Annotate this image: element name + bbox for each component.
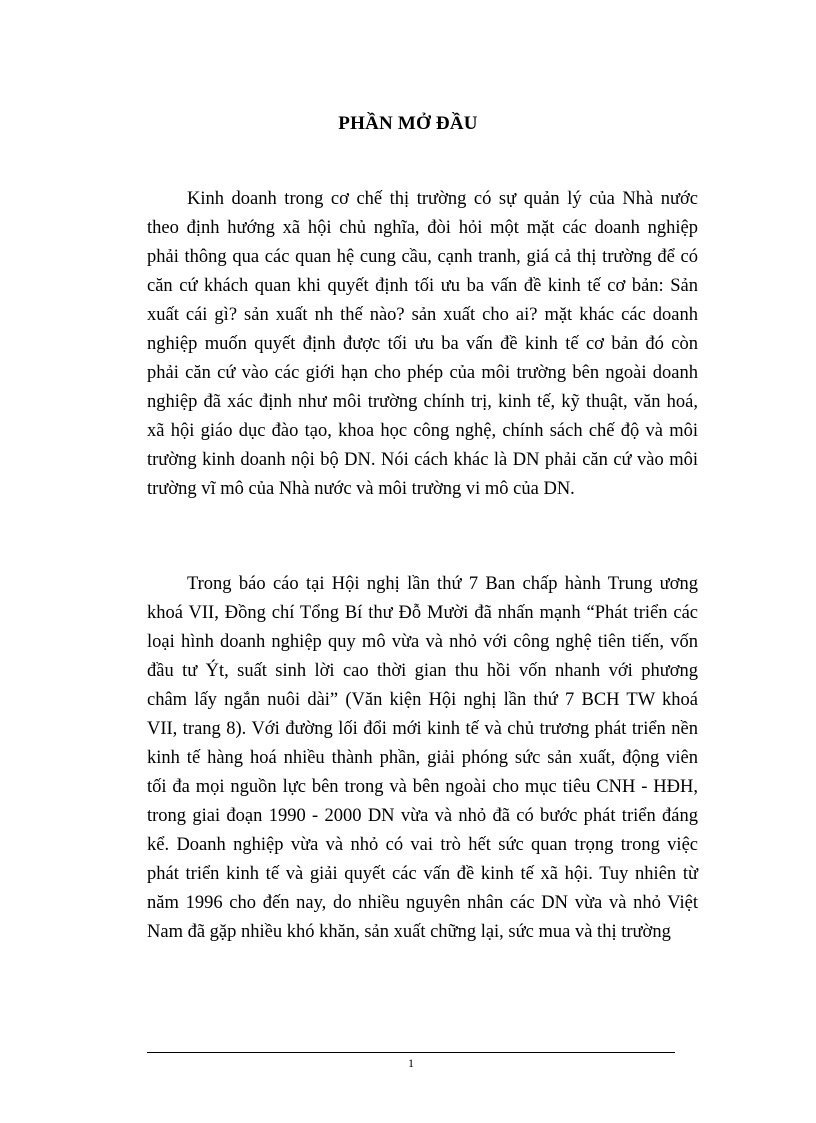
paragraph-line: phải căn cứ vào các giới hạn cho phép của môi trường bên ngoài doanh: [147, 363, 698, 383]
paragraph-line: trường kinh doanh nội bộ DN. Nói cách khác là DN phải căn cứ vào môi: [147, 450, 698, 470]
paragraph-line: nghiệp đã xác định như môi trường chính trị, kinh tế, kỹ thuật, văn hoá,: [147, 392, 698, 412]
paragraph-line: đầu tư Ýt, suất sinh lời cao thời gian thu hồi vốn nhanh với phương: [147, 661, 698, 681]
paragraph-line: Nam đã gặp nhiều khó khăn, sản xuất chững lại, sức mua và thị trường: [147, 922, 671, 942]
paragraph-line: phải thông qua các quan hệ cung cầu, cạnh tranh, giá cả thị trường để có: [147, 247, 698, 267]
footer-divider: [147, 1052, 675, 1053]
paragraph-line: năm 1996 cho đến nay, do nhiều nguyên nhân các DN vừa và nhỏ Việt: [147, 893, 698, 913]
paragraph-line: tối đa mọi nguồn lực bên trong và bên ngoài cho mục tiêu CNH - HĐH,: [147, 777, 698, 797]
paragraph-line: Kinh doanh trong cơ chế thị trường có sự quản lý của Nhà nước: [187, 189, 698, 209]
page-title: PHẦN MỞ ĐẦU: [338, 113, 478, 134]
paragraph-line: kể. Doanh nghiệp vừa và nhỏ có vai trò hết sức quan trọng trong việc: [147, 835, 698, 855]
paragraph-line: kinh tế hàng hoá nhiều thành phần, giải phóng sức sản xuất, động viên: [147, 748, 698, 768]
paragraph-line: xuất cái gì? sản xuất nh thế nào? sản xuất cho ai? mặt khác các doanh: [147, 305, 698, 325]
paragraph-line: Trong báo cáo tại Hội nghị lần thứ 7 Ban chấp hành Trung ương: [187, 574, 698, 594]
paragraph-line: theo định hướng xã hội chủ nghĩa, đòi hỏi một mặt các doanh nghiệp: [147, 218, 698, 238]
paragraph-line: phát triển kinh tế và giải quyết các vấn đề kinh tế xã hội. Tuy nhiên từ: [147, 864, 698, 884]
paragraph-line: VII, trang 8). Với đường lối đổi mới kinh tế và chủ trương phát triển nền: [147, 719, 698, 739]
paragraph-line: trường vĩ mô của Nhà nước và môi trường vi mô của DN.: [147, 479, 575, 499]
page-number: 1: [408, 1056, 414, 1070]
paragraph-line: khoá VII, Đồng chí Tổng Bí thư Đỗ Mười đã nhấn mạnh “Phát triển các: [147, 603, 698, 623]
paragraph-line: nghiệp muốn quyết định được tối ưu ba vấn đề kinh tế cơ bản đó còn: [147, 334, 698, 354]
paragraph-line: trong giai đoạn 1990 - 2000 DN vừa và nhỏ đã có bước phát triển đáng: [147, 806, 698, 826]
paragraph-line: căn cứ khách quan khi quyết định tối ưu ba vấn đề kinh tế cơ bản: Sản: [147, 276, 698, 296]
paragraph-line: xã hội giáo dục đào tạo, khoa học công nghệ, chính sách chế độ và môi: [147, 421, 698, 441]
paragraph-line: loại hình doanh nghiệp quy mô vừa và nhỏ với công nghệ tiên tiến, vốn: [147, 632, 698, 652]
paragraph-line: châm lấy ngắn nuôi dài” (Văn kiện Hội nghị lần thứ 7 BCH TW khoá: [147, 690, 698, 710]
